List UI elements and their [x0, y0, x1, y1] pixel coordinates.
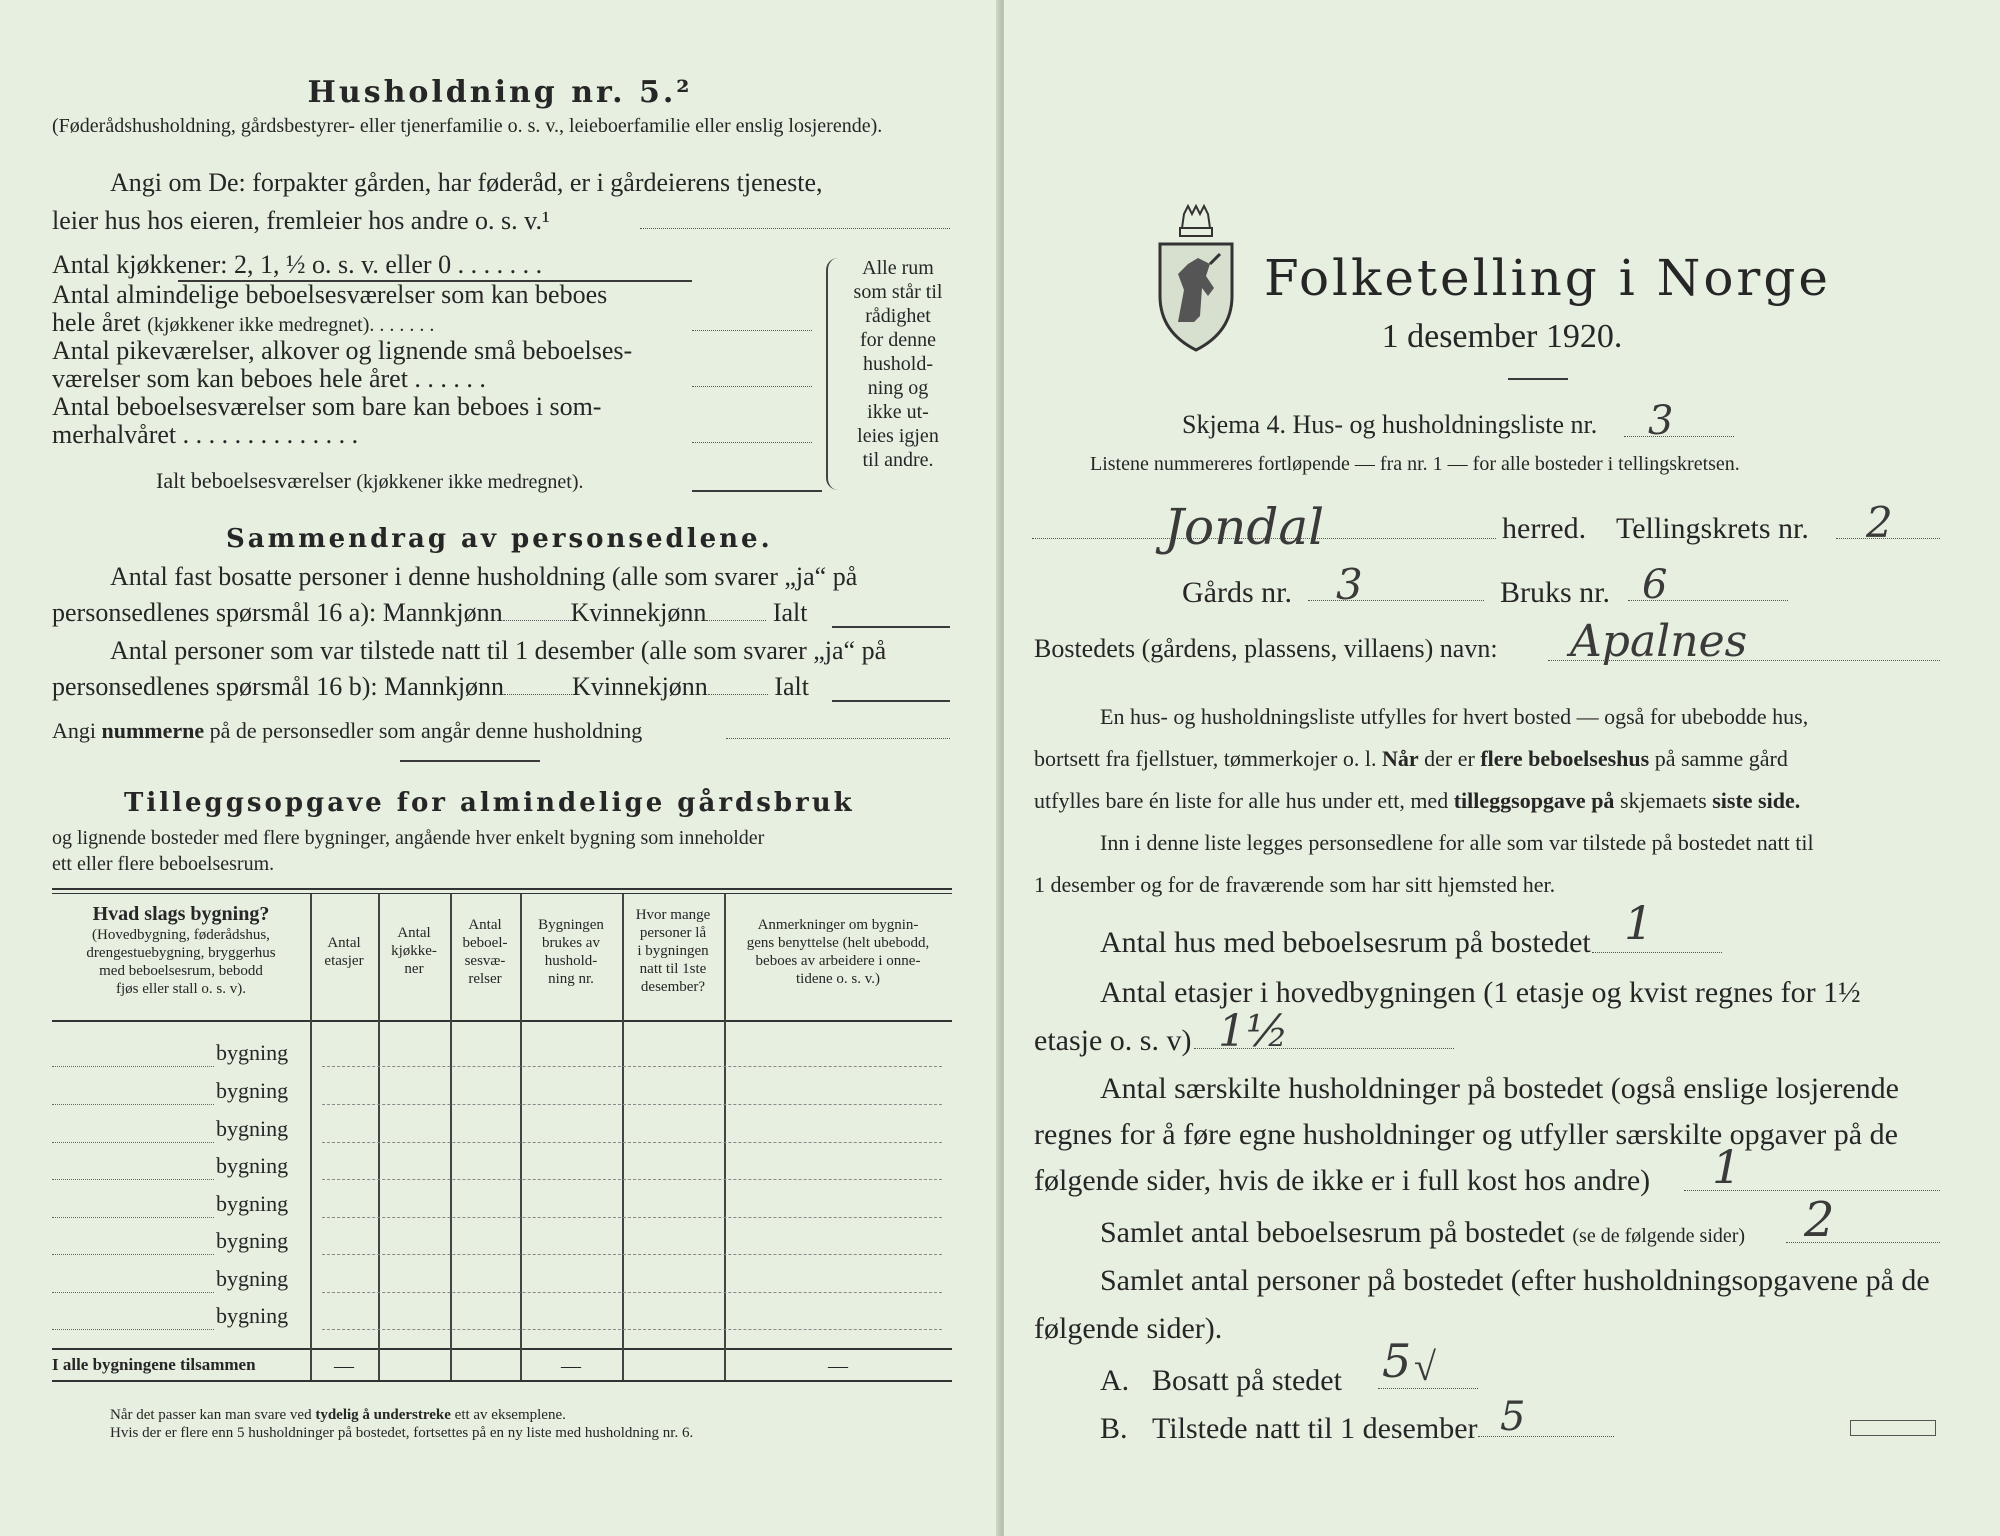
herred-value: Jondal	[1164, 498, 1325, 556]
kjokkener-label: Antal kjøkkener: 2, 1, ½ o. s. v. eller 0 . . . . . . .	[52, 250, 543, 279]
q-rum-label-a: Samlet antal beboelsesrum på bostedet	[1100, 1216, 1565, 1249]
col4-line: brukes av	[542, 935, 600, 951]
para1-l2e: på samme gård	[1654, 746, 1788, 771]
q-hush-value: 1	[1712, 1140, 1742, 1194]
table-bottom-rule	[52, 1380, 952, 1382]
tilstede-ialt-field[interactable]	[832, 700, 950, 702]
table-top-rule-2	[52, 893, 952, 894]
foot2: Hvis der er flere enn 5 husholdninger på bostedet, fortsettes på en ny liste med husholdning nr. 6.	[110, 1425, 694, 1441]
bruks-value: 6	[1642, 562, 1668, 608]
col5-line: i bygningen	[637, 943, 709, 959]
col0-sub-line: (Hovedbygning, føderådshus,	[92, 927, 270, 943]
brace-note-line: for denne	[859, 329, 937, 351]
table-header-rule	[52, 1020, 952, 1022]
alm-answer-line[interactable]	[692, 330, 812, 331]
row-label: bygning	[216, 1153, 289, 1178]
total-label: I alle bygningene tilsammen	[52, 1355, 256, 1374]
col1-line: etasjer	[324, 953, 364, 969]
pike-answer-line[interactable]	[692, 386, 812, 387]
col3-line: beboel-	[462, 935, 508, 951]
row-name-field[interactable]	[52, 1329, 214, 1330]
herred-label: herred.	[1502, 512, 1587, 545]
tilstede-ialt-label: Ialt	[774, 672, 809, 701]
skjema-nr-field[interactable]	[1624, 436, 1734, 437]
a-label: A.	[1100, 1364, 1130, 1397]
para1-l2a: bortsett fra fjellstuer, tømmerkojer o. l.	[1034, 746, 1377, 771]
fast-line-1: Antal fast bosatte personer i denne husholdning (alle som svarer „ja“ på	[110, 562, 858, 591]
b-value: 5	[1500, 1394, 1526, 1440]
col0-sub-line: med beboelsesrum, bebodd	[99, 963, 263, 979]
foot1-b: tydelig å understreke	[315, 1407, 451, 1423]
section-divider	[400, 760, 540, 762]
row-label: bygning	[216, 1116, 289, 1141]
row-name-field[interactable]	[52, 1104, 214, 1105]
fast-kvinne-label: Kvinnekjønn	[570, 598, 707, 627]
q-etasjer-line2: etasje o. s. v)	[1034, 1024, 1192, 1057]
gards-label: Gårds nr.	[1182, 576, 1292, 609]
brace-note	[840, 256, 956, 472]
angi-num-b: nummerne	[101, 718, 205, 743]
bosted-value: Apalnes	[1570, 616, 1748, 667]
sommer-line-1: Antal beboelsesværelser som bare kan beboes i som-	[52, 392, 602, 421]
row-name-field[interactable]	[52, 1292, 214, 1293]
col4-line: Bygningen	[538, 917, 604, 933]
fast-kvinne-field[interactable]	[706, 620, 766, 621]
fast-mann-field[interactable]	[503, 620, 571, 621]
para1-l2c: der er	[1424, 746, 1475, 771]
tilstede-kvinne-field[interactable]	[708, 694, 768, 695]
pike-line-2: værelser som kan beboes hele året . . . . . .	[52, 364, 486, 393]
row-value-line[interactable]	[322, 1142, 942, 1143]
col2-line: Antal	[397, 925, 431, 941]
para2-line2: 1 desember og for de fraværende som har sitt hjemsted her.	[1034, 872, 1556, 897]
skjema-label: Skjema 4. Hus- og husholdningsliste nr.	[1182, 410, 1598, 439]
q-pers-line1: Samlet antal personer på bostedet (efter husholdningsopgavene på de	[1100, 1264, 1930, 1297]
right-page	[1004, 0, 2000, 1536]
q-hush-line3: følgende sider, hvis de ikke er i full kost hos andre)	[1034, 1164, 1651, 1197]
row-label: bygning	[216, 1303, 289, 1328]
row-name-field[interactable]	[52, 1066, 214, 1067]
col-header-kjokkener	[378, 924, 450, 978]
alm-line-1: Antal almindelige beboelsesværelser som kan beboes	[52, 280, 608, 309]
sommer-line-2: merhalvåret . . . . . . . . . . . . . .	[52, 420, 359, 449]
col2-line: ner	[404, 961, 424, 977]
buildings-table	[52, 888, 952, 1388]
angi-num-a: Angi	[52, 718, 96, 743]
tellingskrets-label: Tellingskrets nr.	[1616, 512, 1809, 545]
q-hush-line2: regnes for å føre egne husholdninger og utfyller særskilte opgaver på de	[1034, 1118, 1898, 1151]
col-header-etasjer	[310, 934, 378, 970]
para1-l3c: skjemaets	[1619, 788, 1707, 813]
total-dash-anmerkninger: —	[828, 1355, 848, 1377]
household-intro: (Føderådshusholdning, gårdsbestyrer- eller tjenerfamilie o. s. v., leieboerfamilie eller enslig losjerende).	[52, 115, 883, 137]
listene-note: Listene nummereres fortløpende — fra nr. 1 — for alle bosteder i tellingskretsen.	[1090, 453, 1740, 475]
col0-sub-line: fjøs eller stall o. s. v).	[116, 981, 246, 997]
census-date: 1 desember 1920.	[1381, 318, 1623, 355]
tillegg-title: Tilleggsopgave for almindelige gårdsbruk	[124, 788, 855, 818]
tillegg-line-2: ett eller flere beboelsesrum.	[52, 853, 275, 875]
col-header-anmerkninger	[724, 916, 952, 988]
fast-ialt-label: Ialt	[772, 598, 808, 627]
col-header-building-type	[52, 902, 310, 998]
angi-line-2: leier hus hos eieren, fremleier hos andre o. s. v.¹	[52, 206, 550, 235]
col2-line: kjøkke-	[391, 943, 437, 959]
q-hus-field[interactable]	[1592, 952, 1722, 953]
a-text: Bosatt på stedet	[1152, 1364, 1342, 1397]
col5-line: natt til 1ste	[639, 961, 707, 977]
sammendrag-title: Sammendrag av personsedlene.	[226, 524, 773, 554]
tillegg-line-1: og lignende bosteder med flere bygninger, angående hver enkelt bygning som inneholder	[52, 827, 765, 849]
q-rum-label-b: (se de følgende sider)	[1572, 1225, 1746, 1247]
row-value-line[interactable]	[322, 1179, 942, 1180]
q-hush-line1: Antal særskilte husholdninger på bostedet (også enslige losjerende	[1100, 1072, 1899, 1105]
col3-line: Antal	[468, 917, 502, 933]
col3-line: relser	[468, 971, 502, 987]
q-hus-label: Antal hus med beboelsesrum på bostedet	[1100, 926, 1591, 959]
sommer-answer-line[interactable]	[692, 442, 812, 443]
brace-note-line: hushold-	[863, 353, 933, 375]
tilstede-line-1: Antal personer som var tilstede natt til 1 desember (alle som svarer „ja“ på	[110, 636, 887, 665]
bruks-label: Bruks nr.	[1500, 576, 1611, 609]
row-value-line[interactable]	[322, 1104, 942, 1105]
a-value: 5	[1382, 1334, 1412, 1388]
tilstede-line-2: personsedlenes spørsmål 16 b): Mannkjønn	[52, 672, 505, 701]
gards-field[interactable]	[1308, 600, 1484, 601]
row-value-line[interactable]	[322, 1329, 942, 1330]
alm-line-2a: hele året	[52, 308, 141, 337]
row-value-line[interactable]	[322, 1217, 942, 1218]
q-pers-line2: følgende sider).	[1034, 1312, 1223, 1345]
para1-line1: En hus- og husholdningsliste utfylles for hvert bosted — også for ubebodde hus,	[1100, 704, 1809, 729]
brace-note-line: ning og	[867, 377, 929, 399]
brace-note-line: rådighet	[865, 305, 931, 327]
para1-l3a: utfylles bare én liste for alle hus under ett, med	[1034, 788, 1449, 813]
col5-line: Hvor mange	[635, 907, 711, 923]
brace-note-line: leies igjen	[857, 425, 939, 447]
ialt-label-a: Ialt beboelsesværelser	[156, 468, 351, 493]
check-mark-icon: √	[1414, 1344, 1436, 1389]
row-value-line[interactable]	[322, 1292, 942, 1293]
row-name-field[interactable]	[52, 1254, 214, 1255]
tilstede-kvinne-label: Kvinnekjønn	[572, 672, 708, 701]
ialt-label-b: (kjøkkener ikke medregnet).	[356, 471, 584, 493]
row-name-field[interactable]	[52, 1142, 214, 1143]
total-dash-husholdning: —	[561, 1355, 581, 1377]
angi-num-field[interactable]	[726, 738, 950, 739]
date-divider	[1508, 378, 1568, 380]
q-etasjer-line1: Antal etasjer i hovedbygningen (1 etasje og kvist regnes for 1½	[1100, 976, 1861, 1009]
angi-num-c: på de personsedler som angår denne husholdning	[209, 718, 643, 743]
row-label: bygning	[216, 1078, 289, 1103]
skjema-nr-value: 3	[1648, 398, 1674, 444]
foot1-c: ett av eksemplene.	[454, 1407, 566, 1423]
fast-line-2: personsedlenes spørsmål 16 a): Mannkjønn	[52, 598, 503, 627]
table-top-rule	[52, 888, 952, 890]
col-header-husholdning-nr	[520, 916, 622, 988]
brace-note-line: som står til	[853, 281, 943, 303]
row-name-field[interactable]	[52, 1179, 214, 1180]
pike-line-1: Antal pikeværelser, alkover og lignende små beboelses-	[52, 336, 633, 365]
ialt-answer-line[interactable]	[692, 490, 822, 492]
col3-line: sesvæ-	[464, 953, 506, 969]
alm-line-2b: (kjøkkener ikke medregnet). . . . . . .	[147, 314, 435, 336]
row-value-line[interactable]	[322, 1066, 942, 1067]
col-header-personer	[622, 906, 724, 996]
para1-l2d: flere beboelseshus	[1480, 746, 1650, 771]
col4-line: hushold-	[544, 953, 598, 969]
bosted-label: Bostedets (gårdens, plassens, villaens) navn:	[1034, 634, 1498, 663]
row-label: bygning	[216, 1228, 289, 1253]
col6-line: gens benyttelse (helt ubebodd,	[746, 935, 930, 951]
col0-sub-line: drengestuebygning, bryggerhus	[86, 945, 276, 961]
census-title: Folketelling i Norge	[1264, 249, 1831, 307]
row-name-field[interactable]	[52, 1217, 214, 1218]
b-field[interactable]	[1478, 1436, 1614, 1437]
q-rum-value: 2	[1804, 1192, 1835, 1248]
q-etasjer-value: 1½	[1218, 1006, 1289, 1057]
gards-value: 3	[1336, 560, 1363, 609]
b-text: Tilstede natt til 1 desember	[1152, 1412, 1478, 1445]
para2-line1: Inn i denne liste legges personsedlene for alle som var tilstede på bostedet natt til	[1100, 830, 1814, 855]
col-header-beboelsesvaerelser	[450, 916, 520, 988]
table-total-rule	[52, 1348, 952, 1350]
col0-title: Hvad slags bygning?	[92, 903, 270, 925]
col6-line: tidene o. s. v.)	[795, 971, 880, 987]
fast-ialt-field[interactable]	[832, 626, 950, 628]
col5-line: personer lå	[639, 925, 707, 941]
col6-line: beboes av arbeidere i onne-	[755, 953, 921, 969]
angi-answer-line[interactable]	[640, 228, 950, 229]
col4-line: ning nr.	[548, 971, 594, 987]
b-label: B.	[1100, 1412, 1128, 1445]
para1-l2b: Når	[1381, 746, 1419, 771]
tellingskrets-value: 2	[1866, 498, 1893, 547]
row-label: bygning	[216, 1266, 289, 1291]
angi-line-1: Angi om De: forpakter gården, har føderåd, er i gårdeierens tjeneste,	[110, 168, 823, 197]
col1-line: Antal	[327, 935, 361, 951]
household-title: Husholdning nr. 5.²	[307, 75, 693, 110]
foot1-a: Når det passer kan man svare ved	[110, 1407, 312, 1423]
col5-line: desember?	[640, 979, 706, 995]
col6-line: Anmerkninger om bygnin-	[757, 917, 919, 933]
brace-note-line: Alle rum	[862, 257, 934, 279]
row-value-line[interactable]	[322, 1254, 942, 1255]
row-label: bygning	[216, 1040, 289, 1065]
printer-stamp	[1850, 1420, 1936, 1436]
total-dash-etasjer: —	[334, 1355, 354, 1377]
q-hus-value: 1	[1624, 896, 1654, 950]
brace-note-line: ikke ut-	[867, 401, 929, 423]
para1-l3b: tilleggsopgave på	[1453, 788, 1615, 813]
row-label: bygning	[216, 1191, 289, 1216]
tilstede-mann-field[interactable]	[504, 694, 572, 695]
para1-l3d: siste side.	[1712, 788, 1801, 813]
brace-note-line: til andre.	[862, 449, 934, 471]
